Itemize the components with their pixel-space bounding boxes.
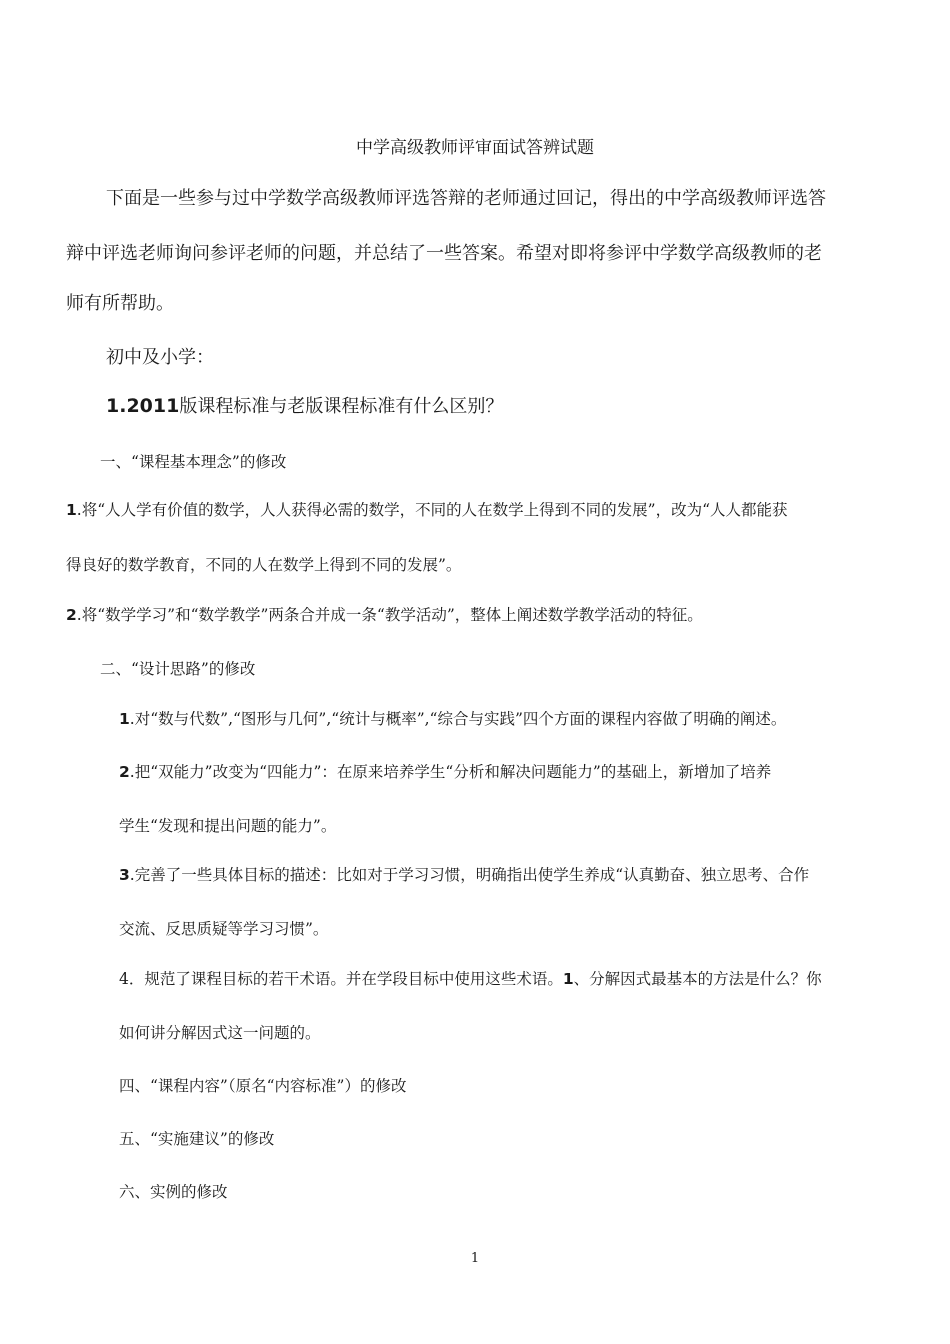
subtitle: 初中及小学：	[106, 347, 214, 368]
section2-item2-line2: 学生“发现和提出问题的能力”。	[119, 817, 337, 835]
intro-line-3: 师有所帮助。	[66, 293, 174, 314]
item-text: 、分解因式最基本的方法是什么？你	[573, 970, 822, 988]
item-number: 1	[562, 970, 574, 988]
question-text: 版课程标准与老版课程标准有什么区别？	[179, 396, 504, 417]
item-text: 4．规范了课程目标的若干术语。并在学段目标中使用这些术语。	[119, 970, 563, 988]
section1-item2-line1	[66, 603, 703, 625]
section4-heading: 四、“课程内容”（原名“内容标准”）的修改	[119, 1077, 407, 1095]
item-text: .将“数学学习”和“数学教学”两条合并成一条“教学活动”，整体上阐述数学教学活动的特征。	[76, 606, 703, 624]
item-text: .把“双能力”改变为“四能力”：在原来培养学生“分析和解决问题能力”的基础上，新增加了培养	[129, 763, 772, 781]
item-number: 1	[119, 710, 130, 728]
section6-heading: 六、实例的修改	[119, 1183, 228, 1201]
item-number: 2	[66, 606, 77, 624]
document-title: 中学高级教师评审面试答辨试题	[356, 138, 594, 158]
section2-item4-line2: 如何讲分解因式这一问题的。	[119, 1024, 321, 1042]
item-text: .完善了一些具体目标的描述：比如对于学习习惯，明确指出使学生养成“认真勤奋、独立思考、合作	[129, 866, 810, 884]
section2-item3-line2: 交流、反思质疑等学习习惯”。	[119, 920, 329, 938]
section1-item1-line2: 得良好的数学教育，不同的人在数学上得到不同的发展”。	[66, 556, 462, 574]
intro-line-2: 辩中评选老师询问参评老师的问题，并总结了一些答案。希望对即将参评中学数学高级教师的老	[66, 243, 822, 264]
question-number: 1.2011	[106, 395, 180, 417]
section5-heading: 五、“实施建议”的修改	[119, 1130, 275, 1148]
section1-item1-line1	[66, 498, 788, 520]
section2-item4-line1	[119, 967, 822, 989]
section2-item1-line1	[119, 707, 786, 729]
item-number: 3	[119, 866, 130, 884]
section2-item2-line1	[119, 760, 771, 782]
section1-heading: 一、“课程基本理念”的修改	[100, 453, 287, 471]
section2-item3-line1	[119, 863, 809, 885]
page-number: 1	[470, 1251, 480, 1266]
item-text: .将“人人学有价值的数学，人人获得必需的数学，不同的人在数学上得到不同的发展”，改为“人人都能获	[76, 501, 788, 519]
item-number: 1	[66, 501, 77, 519]
question-heading	[106, 392, 503, 418]
intro-line-1: 下面是一些参与过中学数学高级教师评选答辩的老师通过回记，得出的中学高级教师评选答	[106, 188, 826, 209]
item-text: .对“数与代数”,“图形与几何”,“统计与概率”,“综合与实践”四个方面的课程内容做了明确的阐述。	[129, 710, 787, 728]
item-number: 2	[119, 763, 130, 781]
section2-heading: 二、“设计思路”的修改	[100, 660, 256, 678]
